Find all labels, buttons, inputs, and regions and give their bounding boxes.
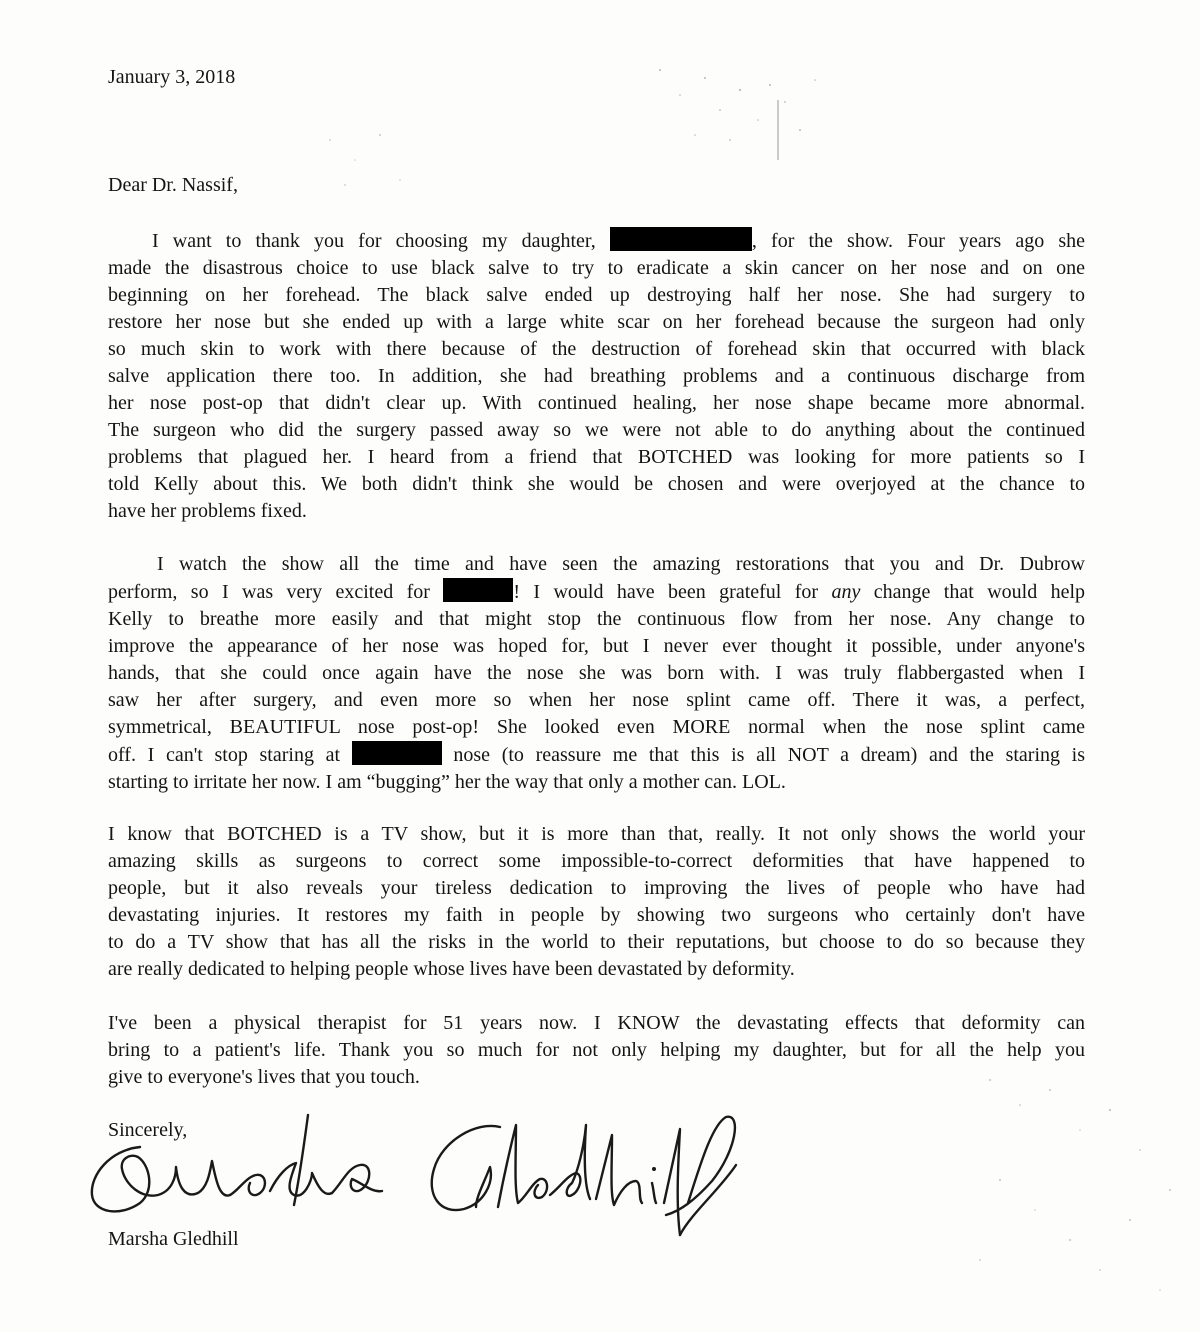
closing: Sincerely, [108,1119,188,1141]
paragraph-4 [108,1010,1085,1091]
text-line [108,741,1085,769]
text-segment: I want to thank you for choosing my daughter, [152,230,596,252]
text-line: Kelly to breathe more easily and that might stop the continuous flow from her nose. Any change to [108,608,1085,630]
letter-date: January 3, 2018 [108,66,236,88]
text-line: people, but it also reveals your tireless dedication to improving the lives of people who have had [108,877,1085,899]
text-line: beginning on her forehead. The black salve ended up destroying half her nose. She had surgery to [108,284,1085,306]
handwritten-signature [80,1095,740,1245]
paragraph-3 [108,821,1085,983]
text-line: starting to irritate her now. I am “bugging” her the way that only a mother can. LOL. [108,771,786,793]
text-segment: nose (to reassure me that this is all NOT a dream) and the staring is [453,744,1086,766]
text-line: salve application there too. In addition, she had breathing problems and a continuous discharge from [108,365,1085,387]
text-line: problems that plagued her. I heard from a friend that BOTCHED was looking for more patients so I [108,446,1085,468]
redaction-bar [352,741,442,765]
redaction-bar [610,227,752,251]
redaction-bar [443,578,513,602]
text-line: hands, that she could once again have the nose she was born with. I was truly flabbergasted when I [108,662,1085,684]
text-line: The surgeon who did the surgery passed away so we were not able to do anything about the continued [108,419,1085,441]
text-line: to do a TV show that has all the risks in the world to their reputations, but choose to do so because they [108,931,1085,953]
text-line: I know that BOTCHED is a TV show, but it is more than that, really. It not only shows the world your [108,823,1085,845]
text-line: I watch the show all the time and have seen the amazing restorations that you and Dr. Dubrow [157,553,1085,575]
text-line: symmetrical, BEAUTIFUL nose post-op! She looked even MORE normal when the nose splint came [108,716,1085,738]
text-line: told Kelly about this. We both didn't think she would be chosen and were overjoyed at the chance to [108,473,1085,495]
text-segment: , for the show. Four years ago she [751,230,1085,252]
text-line: amazing skills as surgeons to correct some impossible-to-correct deformities that have happened to [108,850,1085,872]
text-line: bring to a patient's life. Thank you so much for not only helping my daughter, but for all the help you [108,1039,1085,1061]
salutation: Dear Dr. Nassif, [108,174,238,196]
emphasis-text: any [831,581,861,603]
text-segment: change that would help [873,581,1086,603]
text-segment: ! I would have been grateful for [513,581,819,603]
text-line: give to everyone's lives that you touch. [108,1066,420,1088]
paragraph-1 [108,227,1085,525]
scan-noise-top [640,40,840,160]
text-line: so much skin to work with there because of the destruction of forehead skin that occurred with black [108,338,1085,360]
text-line: improve the appearance of her nose was hoped for, but I never ever thought it possible, under anyone's [108,635,1085,657]
text-segment: perform, so I was very excited for [108,581,430,603]
paragraph-2 [108,551,1085,796]
text-line: made the disastrous choice to use black salve to try to eradicate a skin cancer on her nose and on one [108,257,1085,279]
scan-noise-bottom-right [960,1060,1190,1310]
text-line: I've been a physical therapist for 51 years now. I KNOW the devastating effects that deformity can [108,1012,1085,1034]
text-line: are really dedicated to helping people whose lives have been devastated by deformity. [108,958,795,980]
text-line [108,578,1085,606]
scan-noise-mid [320,120,420,200]
text-line: devastating injuries. It restores my faith in people by showing two surgeons who certainly don't have [108,904,1085,926]
text-line: her nose post-op that didn't clear up. With continued healing, her nose shape became more abnormal. [108,392,1085,414]
text-line: restore her nose but she ended up with a large white scar on her forehead because the surgeon had only [108,311,1085,333]
text-line [108,227,1085,255]
text-line: have her problems fixed. [108,500,307,522]
text-segment: off. I can't stop staring at [108,744,341,766]
signer-name: Marsha Gledhill [108,1228,239,1250]
text-line: saw her after surgery, and even more so when her nose splint came off. There it was, a perfect, [108,689,1085,711]
